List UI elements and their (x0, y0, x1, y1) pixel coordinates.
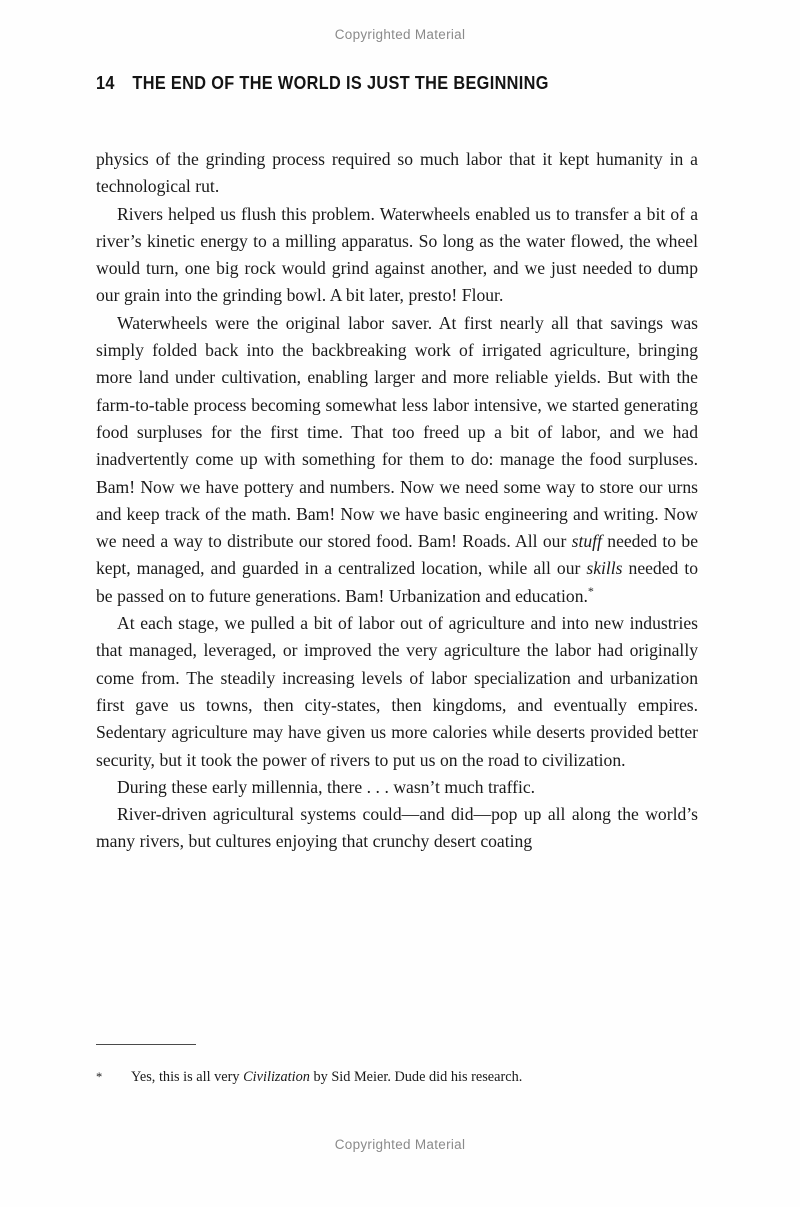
footnote-marker: * (96, 1070, 103, 1085)
footnote-segment-2: by Sid Meier. Dude did his research. (309, 1069, 523, 1086)
emphasis-stuff: stuff (571, 531, 602, 552)
book-title: THE END OF THE WORLD IS JUST THE BEGINNING (132, 72, 549, 93)
footnote-separator-rule (96, 1044, 196, 1045)
page-number: 14 (96, 72, 115, 93)
paragraph-4: At each stage, we pulled a bit of labor out of agriculture and into new industries that managed, leveraged, or improved the very agriculture the labor had originally come from. The steadily increasing levels of labor specialization and urbanization first gave us towns, then city-states, then kingdoms, and eventually empires. Sedentary agriculture may have given us more calories while deserts provided better security, but it took the power of rivers to put us on the road to civilization. (96, 613, 698, 770)
paragraph-3-segment-2: needed to be kept, managed, and guarded in a centralized location, while all our (96, 531, 699, 579)
paragraph-2: Rivers helped us flush this problem. Waterwheels enabled us to transfer a bit of a river’s kinetic energy to a milling apparatus. So long as the water flowed, the wheel would turn, one big rock would grind against another, and we just needed to dump our grain into the grinding bowl. A bit later, presto! Flour. (96, 203, 698, 306)
copyright-watermark-top: Copyrighted Material (334, 27, 466, 42)
emphasis-skills: skills (586, 558, 623, 579)
body-text-column (96, 146, 698, 856)
footnote-area (96, 1044, 698, 1087)
paragraph-3 (96, 310, 698, 610)
paragraph-3-segment-3: needed to be passed on to future generations. Bam! Urbanization and education. (96, 558, 699, 606)
paragraph-6: River-driven agricultural systems could—and did—pop up all along the world’s many rivers, but cultures enjoying that crunchy desert coating (96, 804, 698, 852)
emphasis-civilization: Civilization (243, 1069, 310, 1086)
paragraph-3-segment-1: Waterwheels were the original labor saver. At first nearly all that savings was simply folded back into the backbreaking work of irrigated agriculture, bringing more land under cultivation, enabling larger and more reliable yields. But with the farm-to-table process becoming somewhat less labor intensive, we started generating food surpluses for the first time. That too freed up a bit of labor, and we had inadvertently come up with something for them to do: manage the food surpluses. Bam! Now we have pottery and numbers. Now we need some way to store our urns and keep track of the math. Bam! Now we have basic engineering and writing. Now we need a way to distribute our stored food. Bam! Roads. All our (96, 312, 698, 552)
footnote-item (96, 1067, 698, 1087)
footnote-segment-1: Yes, this is all very (131, 1069, 244, 1086)
copyright-watermark-bottom: Copyrighted Material (334, 1137, 466, 1152)
paragraph-5: During these early millennia, there . . . wasn’t much traffic. (117, 776, 536, 797)
footnote-reference-marker[interactable]: * (587, 583, 594, 598)
paragraph-1: physics of the grinding process required so much labor that it kept humanity in a technological rut. (96, 149, 698, 197)
running-head (96, 72, 549, 94)
footnote-text (131, 1067, 698, 1087)
